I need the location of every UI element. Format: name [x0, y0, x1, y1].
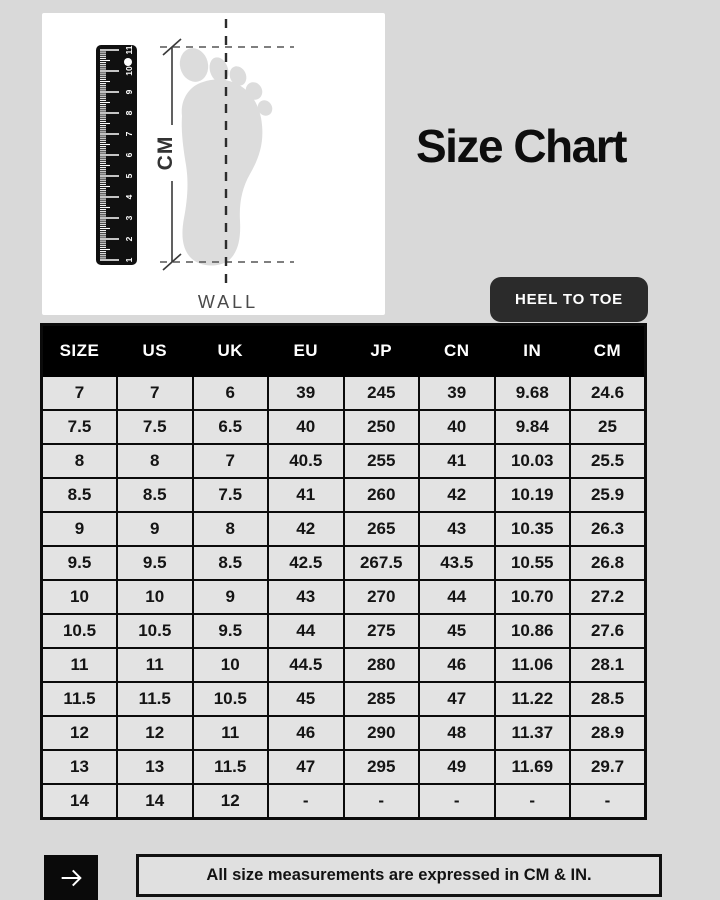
- table-cell: 7: [117, 376, 193, 410]
- table-cell: 39: [419, 376, 495, 410]
- svg-text:5: 5: [124, 173, 134, 179]
- table-cell: 7.5: [117, 410, 193, 444]
- measurement-illustration: [42, 13, 385, 315]
- table-cell: 47: [268, 750, 344, 784]
- table-row: [42, 716, 646, 750]
- table-cell: 29.7: [570, 750, 646, 784]
- right-arrow-icon: [55, 864, 87, 892]
- table-cell: 10.70: [495, 580, 571, 614]
- header-cell: CM: [570, 325, 646, 377]
- table-cell: 290: [344, 716, 420, 750]
- measurement-note: [136, 854, 662, 897]
- table-cell: 43: [268, 580, 344, 614]
- table-cell: 25: [570, 410, 646, 444]
- svg-text:3: 3: [124, 215, 134, 221]
- table-cell: 7: [193, 444, 269, 478]
- table-cell: 26.8: [570, 546, 646, 580]
- table-cell: 285: [344, 682, 420, 716]
- table-cell: 7.5: [193, 478, 269, 512]
- table-cell: 260: [344, 478, 420, 512]
- table-cell: 280: [344, 648, 420, 682]
- table-cell: 8: [117, 444, 193, 478]
- table-cell: 44: [268, 614, 344, 648]
- table-row: [42, 750, 646, 784]
- table-cell: 267.5: [344, 546, 420, 580]
- table-cell: 43.5: [419, 546, 495, 580]
- table-cell: 43: [419, 512, 495, 546]
- table-cell: 42: [419, 478, 495, 512]
- table-cell: 25.9: [570, 478, 646, 512]
- table-row: [42, 648, 646, 682]
- table-cell: 49: [419, 750, 495, 784]
- table-cell: 275: [344, 614, 420, 648]
- table-cell: 7: [42, 376, 118, 410]
- table-cell: 11.69: [495, 750, 571, 784]
- next-arrow-button[interactable]: [44, 855, 98, 900]
- table-cell: 41: [268, 478, 344, 512]
- table-cell: 46: [268, 716, 344, 750]
- table-cell: 10.86: [495, 614, 571, 648]
- table-cell: 27.2: [570, 580, 646, 614]
- table-cell: 9.84: [495, 410, 571, 444]
- table-cell: 8.5: [193, 546, 269, 580]
- table-row: [42, 682, 646, 716]
- header-cell: SIZE: [42, 325, 118, 377]
- table-row: [42, 546, 646, 580]
- table-cell: 40.5: [268, 444, 344, 478]
- table-row: [42, 614, 646, 648]
- table-cell: 40: [268, 410, 344, 444]
- table-cell: 11.06: [495, 648, 571, 682]
- table-cell: 28.1: [570, 648, 646, 682]
- svg-text:7: 7: [124, 131, 134, 137]
- table-cell: 10.19: [495, 478, 571, 512]
- header-cell: US: [117, 325, 193, 377]
- table-row: [42, 478, 646, 512]
- table-cell: 11.5: [193, 750, 269, 784]
- table-cell: 10.5: [193, 682, 269, 716]
- table-cell: -: [268, 784, 344, 819]
- table-cell: 8: [42, 444, 118, 478]
- table-cell: 10.55: [495, 546, 571, 580]
- table-cell: 28.9: [570, 716, 646, 750]
- table-cell: 14: [117, 784, 193, 819]
- header-cell: EU: [268, 325, 344, 377]
- table-cell: 10.5: [42, 614, 118, 648]
- table-cell: 270: [344, 580, 420, 614]
- table-cell: 8: [193, 512, 269, 546]
- table-cell: 11: [117, 648, 193, 682]
- table-cell: 42.5: [268, 546, 344, 580]
- table-row: [42, 580, 646, 614]
- page-title: Size Chart: [416, 120, 626, 172]
- table-cell: 44: [419, 580, 495, 614]
- header-cell: IN: [495, 325, 571, 377]
- table-cell: 10: [193, 648, 269, 682]
- table-cell: 11.22: [495, 682, 571, 716]
- table-cell: 295: [344, 750, 420, 784]
- svg-text:10: 10: [124, 66, 134, 76]
- table-cell: 11.5: [117, 682, 193, 716]
- table-cell: 9: [42, 512, 118, 546]
- table-cell: -: [344, 784, 420, 819]
- ruler-graphic: [96, 45, 137, 265]
- table-cell: 39: [268, 376, 344, 410]
- table-cell: 10.03: [495, 444, 571, 478]
- table-header-row: [42, 325, 646, 377]
- table-cell: 10: [117, 580, 193, 614]
- table-cell: 11: [42, 648, 118, 682]
- table-cell: 9.5: [117, 546, 193, 580]
- table-cell: 13: [42, 750, 118, 784]
- table-cell: 11.37: [495, 716, 571, 750]
- svg-text:9: 9: [124, 89, 134, 95]
- svg-text:11: 11: [124, 45, 134, 55]
- table-cell: 24.6: [570, 376, 646, 410]
- table-row: [42, 512, 646, 546]
- table-cell: 47: [419, 682, 495, 716]
- table-cell: 45: [419, 614, 495, 648]
- table-cell: 9.5: [193, 614, 269, 648]
- table-cell: 12: [193, 784, 269, 819]
- table-cell: 8.5: [42, 478, 118, 512]
- measurement-diagram: [42, 13, 385, 315]
- table-cell: 44.5: [268, 648, 344, 682]
- svg-text:2: 2: [124, 236, 134, 242]
- table-cell: 7.5: [42, 410, 118, 444]
- table-cell: 8.5: [117, 478, 193, 512]
- table-cell: 27.6: [570, 614, 646, 648]
- table-cell: 14: [42, 784, 118, 819]
- table-cell: 6.5: [193, 410, 269, 444]
- table-cell: 41: [419, 444, 495, 478]
- table-cell: 13: [117, 750, 193, 784]
- table-cell: 28.5: [570, 682, 646, 716]
- table-cell: 12: [117, 716, 193, 750]
- table-cell: 10: [42, 580, 118, 614]
- table-cell: 46: [419, 648, 495, 682]
- header-cell: UK: [193, 325, 269, 377]
- table-row: [42, 784, 646, 819]
- table-cell: 11: [193, 716, 269, 750]
- table-cell: 245: [344, 376, 420, 410]
- heel-to-toe-badge-label: HEEL TO TOE: [515, 291, 623, 308]
- table-cell: -: [419, 784, 495, 819]
- cm-label: CM: [154, 135, 177, 171]
- table-cell: 9: [193, 580, 269, 614]
- table-cell: 265: [344, 512, 420, 546]
- size-table: [40, 323, 647, 820]
- table-row: [42, 444, 646, 478]
- table-cell: -: [495, 784, 571, 819]
- table-cell: 11.5: [42, 682, 118, 716]
- table-cell: 40: [419, 410, 495, 444]
- table-row: [42, 410, 646, 444]
- table-cell: 250: [344, 410, 420, 444]
- table-cell: 45: [268, 682, 344, 716]
- header-cell: JP: [344, 325, 420, 377]
- svg-text:4: 4: [124, 194, 134, 200]
- svg-text:8: 8: [124, 110, 134, 116]
- table-cell: 255: [344, 444, 420, 478]
- table-cell: 6: [193, 376, 269, 410]
- table-cell: 10.5: [117, 614, 193, 648]
- table-cell: 9.68: [495, 376, 571, 410]
- wall-label: WALL: [197, 292, 259, 312]
- table-cell: 10.35: [495, 512, 571, 546]
- table-cell: 42: [268, 512, 344, 546]
- ruler-hole: [124, 58, 132, 66]
- heel-to-toe-badge[interactable]: [490, 277, 648, 322]
- size-table-body: [42, 376, 646, 819]
- table-cell: 9: [117, 512, 193, 546]
- table-cell: 26.3: [570, 512, 646, 546]
- table-row: [42, 376, 646, 410]
- table-cell: -: [570, 784, 646, 819]
- table-cell: 12: [42, 716, 118, 750]
- svg-text:6: 6: [124, 152, 134, 158]
- measurement-note-text: All size measurements are expressed in CM & IN.: [206, 866, 592, 884]
- table-cell: 48: [419, 716, 495, 750]
- table-cell: 25.5: [570, 444, 646, 478]
- table-cell: 9.5: [42, 546, 118, 580]
- svg-text:1: 1: [124, 257, 134, 263]
- header-cell: CN: [419, 325, 495, 377]
